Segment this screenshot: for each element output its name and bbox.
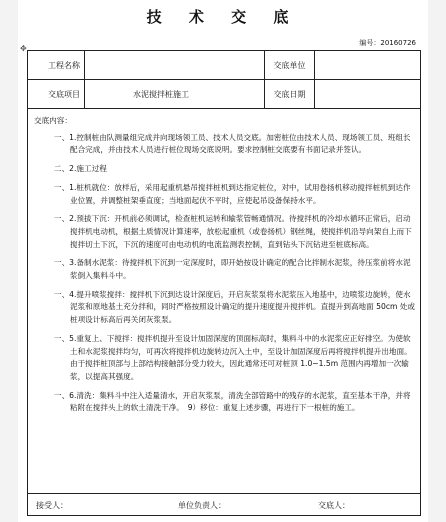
signature-row	[28, 493, 420, 517]
date-label: 交底日期	[265, 80, 315, 108]
disclosure-form	[27, 50, 421, 516]
document-title: 技 术 交 底	[146, 8, 300, 26]
project-name-label: 工程名称	[28, 51, 85, 79]
date-value[interactable]	[315, 80, 422, 108]
page-margin-right	[428, 0, 446, 522]
content-paragraph: 一、6.清洗：集料斗中注入适量清水，开启灰浆泵，清洗全部管路中的残存的水泥浆，直至基本干净，并将粘附在搅拌头上的软土清洗干净。 9）移位：重复上述步骤，再进行下一根桩的施工。	[54, 390, 411, 413]
receiver-label: 接受人：	[36, 501, 68, 510]
form-row-item	[28, 80, 420, 109]
content-heading: 交底内容：	[34, 116, 72, 125]
unit-head-label: 单位负责人：	[178, 501, 226, 510]
content-paragraph: 一、5.重复上、下搅拌：搅拌机提升至设计加固深度的顶面标高时，集料斗中的水泥浆应正好排空。为使软土和水泥浆搅拌均匀，可再次将搅拌机边旋转边沉入土中，至设计加固深度后再将搅拌机提升出地面。由于搅拌桩顶部与上部结构接触部分受力较大，因此通常还可对桩顶 1.0~1.5m 范围内再增加一次输浆，以提高其强度。	[54, 333, 412, 381]
document-number: 编号：20160726	[359, 39, 416, 47]
content-paragraph: 一、1.控制桩由队测量组完成并向现场领工员、技术人员交底。加密桩位由技术人员、现场领工员、班组长配合完成，并由技术人员进行桩位现场交底说明。要求控制桩交底要有书面记录并签认。	[54, 132, 411, 155]
content-paragraph: 一、3.备制水泥浆：待搅拌机下沉到一定深度时，即开始按设计确定的配合比拌制水泥浆，待压浆前将水泥浆倒入集料斗中。	[54, 258, 411, 281]
move-handle-icon[interactable]: ✥	[20, 44, 27, 53]
page-margin-left	[0, 0, 18, 522]
project-name-value[interactable]	[85, 51, 265, 79]
item-value[interactable]: 水泥搅拌桩施工	[85, 80, 265, 108]
form-row-project	[28, 51, 420, 80]
content-paragraph: 一、4.提升喷浆搅拌：搅拌机下沉到达设计深度后，开启灰浆泵将水泥浆压入地基中，边喷浆边旋转，使水泥浆和原地基土充分拌和，同时严格按照设计确定的提升速度提升搅拌机。直提升到高地面 50cm 处或桩项设计标高后再关闭灰浆泵。	[54, 289, 415, 325]
content-paragraph: 一、2.预拔下沉：开机前必须调试，检查桩机运转和输浆管畅通情况。待搅拌机的冷却水循环正常后，启动搅拌机电动机，根据土质情况计算速率，放松起重机（或卷扬机）钢丝绳，使搅拌机沿导向架自上而下搅拌切土下沉，下沉的速度可由电动机的电流监测表控制，直到钻头下沉钻进至桩底标高。	[54, 214, 412, 249]
content-paragraph: 二、2.施工过程	[54, 164, 107, 174]
content-paragraph: 一、1.桩机就位：放样后，采用起重机悬吊搅拌桩机到达指定桩位，对中，试用卷扬机移动搅拌桩机到达作业位置，并调整桩架垂直度；当地面起伏不平时，应使起吊设备保持水平。	[54, 182, 411, 205]
disclosure-content	[28, 109, 420, 493]
presenter-label: 交底人：	[318, 501, 350, 510]
item-label: 交底项目	[28, 80, 85, 108]
unit-label: 交底单位	[265, 51, 315, 79]
unit-value[interactable]	[315, 51, 422, 79]
